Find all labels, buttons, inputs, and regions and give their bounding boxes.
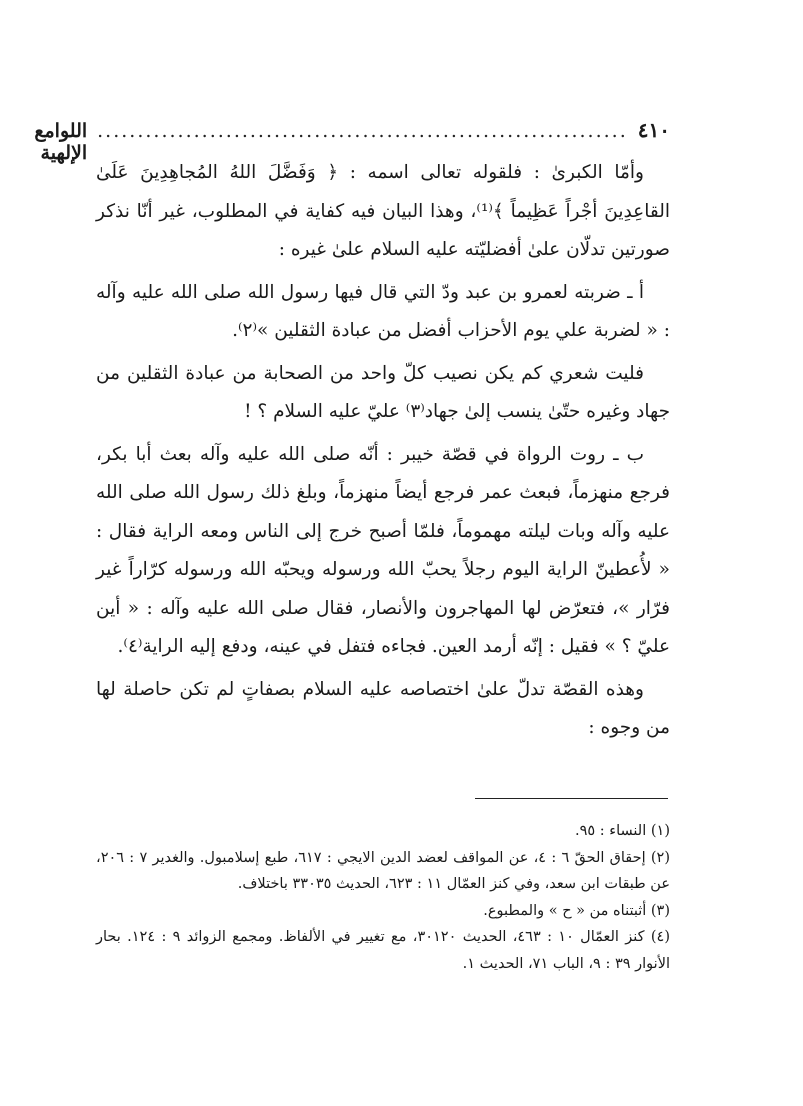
- footnote-2: (٢) إحقاق الحقّ ٦ : ٤، عن المواقف لعضد الدين الايجي : ٦١٧، طبع إسلامبول. والغدير ٧ : ٢٠٦، عن طبقات ابن سعد، وفي كنز العمّال ١١ : ٦٢٣، الحديث ٣٣٠٣٥ باختلاف.: [96, 849, 670, 892]
- footnote-separator: [475, 798, 668, 799]
- page-body: [34, 118, 670, 748]
- footnote-4: (٤) كنز العمّال ١٠ : ٤٦٣، الحديث ٣٠١٢٠، مع تغيير في الألفاظ. ومجمع الزوائد ٩ : ١٢٤. بحار الأنوار ٣٩ : ٩، الباب ٧١، الحديث ١.: [96, 929, 670, 972]
- paragraph-major-premise: وأمّا الكبرىٰ : فلقوله تعالى اسمه : ﴿ وَفَضَّلَ اللهُ المُجاهِدِينَ عَلَىٰ القاعِدِينَ أجْراً عَظِيماً ﴾⁽¹⁾، وهذا البيان فيه كفاية في المطلوب، غير أنّا نذكر صورتين تدلّان علىٰ أفضليّته عليه السلام علىٰ غيره :: [96, 162, 670, 260]
- paragraph-reflection: فليت شعري كم يكن نصيب كلّ واحد من الصحابة من عبادة الثقلين من جهاد وغيره حتّىٰ ينسب إلىٰ جهاد⁽٣⁾ عليّ عليه السلام ؟ !: [96, 362, 670, 422]
- footnote-3: (٣) أثبتناه من « ح » والمطبوع.: [483, 902, 670, 919]
- paragraph-point-a: أ ـ ضربته لعمرو بن عبد ودّ التي قال فيها رسول الله صلى الله عليه وآله : « لضربة علي يوم الأحزاب أفضل من عبادة الثقلين »⁽٢⁾.: [96, 281, 670, 341]
- page-number: ٤١٠: [637, 118, 670, 142]
- main-text: [96, 154, 670, 748]
- paragraph-conclusion: وهذه القصّة تدلّ علىٰ اختصاصه عليه السلام بصفاتٍ لم تكن حاصلة لها من وجوه :: [96, 678, 670, 738]
- paragraph-point-b: ب ـ روت الرواة في قصّة خيبر : أنّه صلى الله عليه وآله بعث أبا بكر، فرجع منهزماً، فبعث عمر فرجع أيضاً منهزماً، وبلغ ذلك رسول الله صلى الله عليه وآله وبات ليلته مهموماً، فلمّا أصبح خرج إلى الناس ومعه الراية فقال : « لأُعطينّ الراية اليوم رجلاً يحبّ الله ورسوله ويحبّه الله ورسوله كرّاراً غير فرّار »، فتعرّض لها المهاجرون والأنصار، فقال صلى الله عليه وآله : « أين عليّ ؟ » فقيل : إنّه أرمد العين. فجاءه فتفل في عينه، ودفع إليه الراية⁽٤⁾.: [96, 443, 670, 657]
- footnote-1: (١) النساء : ٩٥.: [574, 823, 670, 839]
- header-leader-dots: ..................................................................: [97, 120, 628, 142]
- running-title: اللوامع الإلهية: [34, 120, 88, 164]
- running-header: [34, 118, 670, 164]
- footnotes: [96, 818, 670, 977]
